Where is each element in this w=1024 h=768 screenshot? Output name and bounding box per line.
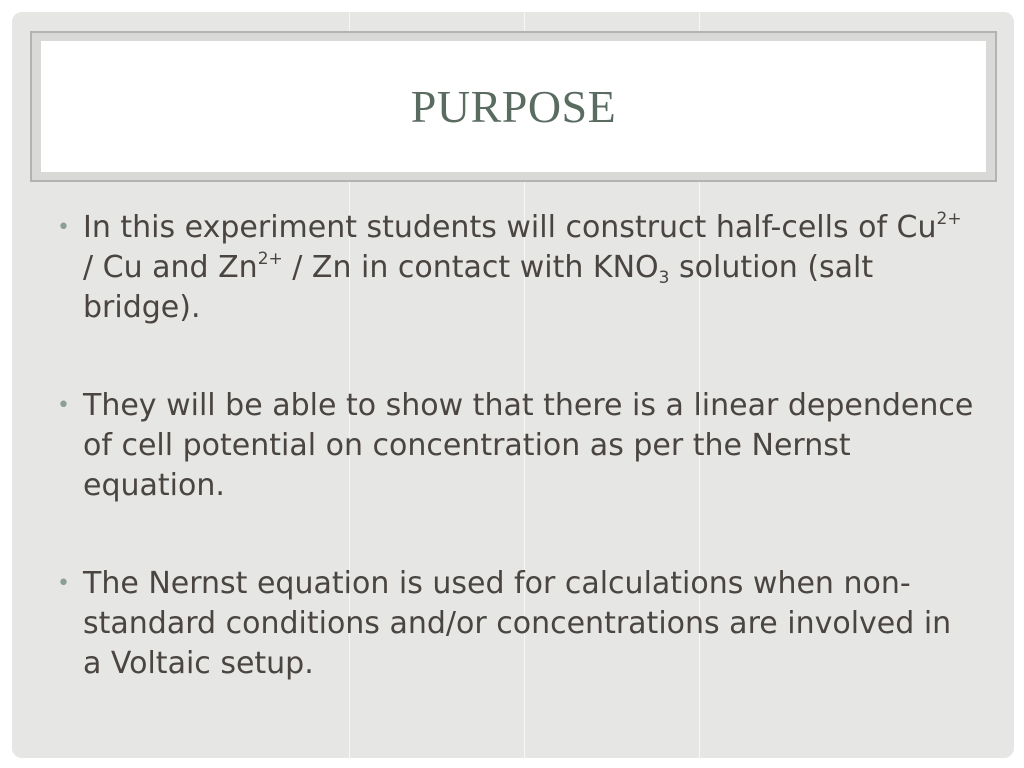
title-box [41,41,986,172]
bullet-icon: • [57,393,70,418]
title-frame [30,31,997,182]
superscript: 2+ [257,249,283,269]
slide [12,12,1014,758]
bullet-text-segment: / Cu and Zn [83,250,258,285]
subscript: 3 [658,268,670,288]
bullet-list [55,208,975,742]
slide-title: PURPOSE [410,81,617,132]
bullet-item [55,386,975,506]
bullet-item [55,208,975,328]
bullet-text: The Nernst equation is used for calculations when non-standard conditions and/or concentrations are involved in a Voltaic setup. [83,566,952,681]
bullet-item [55,564,975,684]
bullet-text-segment: In this experiment students will construct half-cells of Cu [83,210,937,245]
bullet-icon: • [57,215,70,240]
bullet-text-segment: solution (salt bridge). [83,250,874,325]
bullet-text: They will be able to show that there is a linear dependence of cell potential on concentration as per the Nernst equation. [83,388,974,503]
bullet-text [83,210,962,325]
superscript: 2+ [936,209,962,229]
bullet-icon: • [57,571,70,596]
bullet-text-segment: / Zn in contact with KNO [282,250,659,285]
